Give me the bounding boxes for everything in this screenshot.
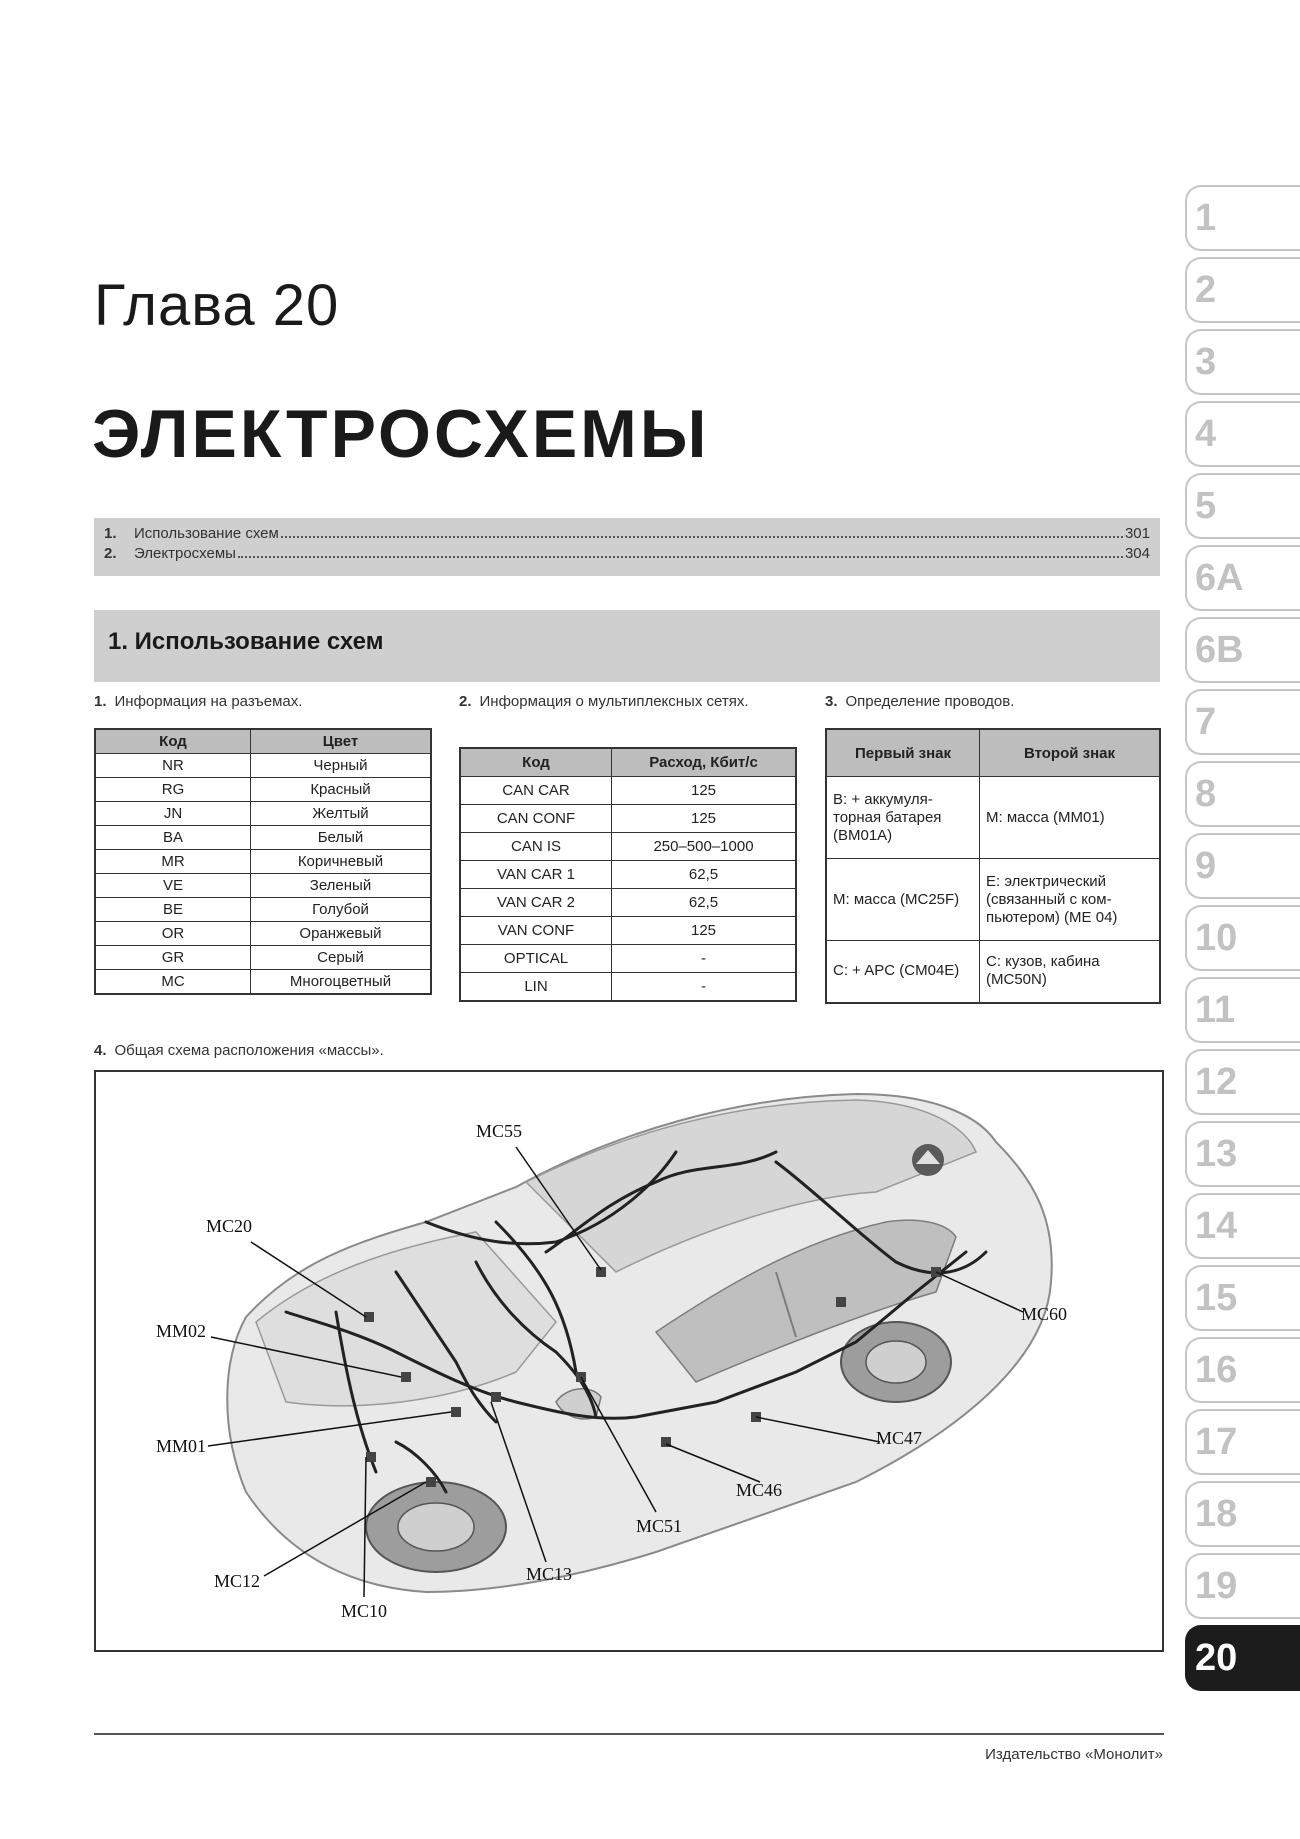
chapter-tab[interactable]	[1185, 1265, 1300, 1331]
tab-label: 6B	[1195, 629, 1244, 671]
toc-num: 2.	[104, 545, 117, 562]
tab-label: 13	[1195, 1133, 1238, 1175]
rate-cell: 125	[612, 805, 797, 833]
tab-label: 12	[1195, 1061, 1238, 1103]
caption-number: 4.	[94, 1042, 107, 1059]
callout-MC12: MC12	[214, 1571, 261, 1591]
tab-label: 18	[1195, 1493, 1238, 1535]
tab-label: 15	[1195, 1277, 1238, 1319]
front-wheel-hub	[398, 1503, 474, 1551]
table-row	[460, 973, 796, 1002]
color-cell: Черный	[251, 754, 432, 778]
column-header: Первый знак	[826, 729, 980, 777]
table-row	[460, 861, 796, 889]
chapter-tab[interactable]	[1185, 1193, 1300, 1259]
section-title: 1. Использование схем	[108, 628, 384, 655]
tab-label: 8	[1195, 773, 1217, 815]
first-char-cell: M: масса (MC25F)	[826, 859, 980, 941]
code-cell: OR	[95, 922, 251, 946]
table-row	[95, 874, 431, 898]
tab-label: 10	[1195, 917, 1238, 959]
color-cell: Оранжевый	[251, 922, 432, 946]
code-cell: MC	[95, 970, 251, 995]
table-row	[95, 826, 431, 850]
column-header: Второй знак	[980, 729, 1161, 777]
code-cell: VAN CONF	[460, 917, 612, 945]
chapter-tab[interactable]	[1185, 1121, 1300, 1187]
second-char-cell: E: электрический (связанный с ком-пьютером) (ME 04)	[980, 859, 1161, 941]
caption-number: 2.	[459, 693, 472, 710]
toc-num: 1.	[104, 525, 117, 542]
table-row	[460, 945, 796, 973]
color-cell: Белый	[251, 826, 432, 850]
table-row	[95, 802, 431, 826]
caption-text: Определение проводов.	[845, 693, 1015, 710]
table-row	[826, 777, 1160, 859]
chapter-tab[interactable]	[1185, 1553, 1300, 1619]
toc-page: 304	[1124, 545, 1150, 562]
tab-label: 4	[1195, 413, 1217, 455]
color-cell: Зеленый	[251, 874, 432, 898]
rear-wheel-hub	[866, 1341, 926, 1383]
chapter-tab[interactable]	[1185, 545, 1300, 611]
callout-MC55: MC55	[476, 1121, 523, 1141]
table-of-contents	[94, 518, 1160, 576]
code-cell: NR	[95, 754, 251, 778]
publisher-name: Издательство «Монолит»	[985, 1746, 1163, 1763]
table-row	[95, 946, 431, 970]
table-row	[826, 941, 1160, 1003]
table-row	[460, 889, 796, 917]
ground-location-diagram	[94, 1070, 1164, 1652]
toc-leader	[238, 556, 1123, 558]
rate-cell: -	[612, 945, 797, 973]
code-cell: BE	[95, 898, 251, 922]
callout-MC51: MC51	[636, 1516, 683, 1536]
chapter-tab[interactable]	[1185, 1481, 1300, 1547]
toc-title: Электросхемы	[134, 545, 236, 562]
table-row	[460, 833, 796, 861]
callout-MC13: MC13	[526, 1564, 573, 1584]
tab-label: 2	[1195, 269, 1217, 311]
chapter-tab[interactable]	[1185, 473, 1300, 539]
column-header: Расход, Кбит/с	[612, 748, 797, 777]
chapter-tab[interactable]	[1185, 1409, 1300, 1475]
wire-definition-table	[825, 728, 1161, 1004]
car-wiring-illustration	[96, 1072, 1162, 1650]
caption-number: 1.	[94, 693, 107, 710]
table-row	[95, 778, 431, 802]
tab-label: 1	[1195, 197, 1217, 239]
code-cell: CAN IS	[460, 833, 612, 861]
chapter-label: Глава 20	[94, 273, 340, 338]
rate-cell: 125	[612, 777, 797, 805]
chapter-tab[interactable]	[1185, 1337, 1300, 1403]
callout-MC10: MC10	[341, 1601, 388, 1621]
tab-label: 3	[1195, 341, 1217, 383]
footer-divider	[94, 1733, 1164, 1735]
code-cell: LIN	[460, 973, 612, 1002]
chapter-tab[interactable]	[1185, 977, 1300, 1043]
column-header: Цвет	[251, 729, 432, 754]
caption-ground-scheme	[94, 1041, 794, 1060]
column-header: Код	[95, 729, 251, 754]
callout-MC60: MC60	[1021, 1304, 1068, 1324]
tab-label: 17	[1195, 1421, 1238, 1463]
toc-leader	[281, 536, 1123, 538]
network-rate-table	[459, 747, 797, 1002]
toc-entry[interactable]	[104, 542, 1150, 562]
rate-cell: 62,5	[612, 861, 797, 889]
tab-label: 20	[1195, 1637, 1238, 1679]
table-row	[460, 805, 796, 833]
chapter-tab[interactable]	[1185, 905, 1300, 971]
code-cell: RG	[95, 778, 251, 802]
callout-MC20: MC20	[206, 1216, 253, 1236]
chapter-tab[interactable]	[1185, 329, 1300, 395]
tab-label: 11	[1195, 989, 1236, 1031]
toc-entry[interactable]	[104, 522, 1150, 542]
code-cell: MR	[95, 850, 251, 874]
rate-cell: 250–500–1000	[612, 833, 797, 861]
tab-label: 7	[1195, 701, 1217, 743]
table-row	[95, 898, 431, 922]
caption-text: Информация на разъемах.	[114, 693, 303, 710]
color-cell: Голубой	[251, 898, 432, 922]
tab-label: 14	[1195, 1205, 1238, 1247]
code-cell: VAN CAR 2	[460, 889, 612, 917]
table-row	[95, 850, 431, 874]
chapter-tab[interactable]	[1185, 185, 1300, 251]
rate-cell: -	[612, 973, 797, 1002]
connector-color-table	[94, 728, 432, 995]
table-row	[460, 777, 796, 805]
first-char-cell: B: + аккумуля-торная батарея (BM01A)	[826, 777, 980, 859]
table-row	[95, 754, 431, 778]
code-cell: CAN CONF	[460, 805, 612, 833]
column-header: Код	[460, 748, 612, 777]
chapter-tab[interactable]	[1185, 617, 1300, 683]
code-cell: VE	[95, 874, 251, 898]
first-char-cell: C: + APC (CM04E)	[826, 941, 980, 1003]
callout-MC46: MC46	[736, 1480, 783, 1500]
tab-label: 19	[1195, 1565, 1238, 1607]
toc-page: 301	[1124, 525, 1150, 542]
tab-label: 6A	[1195, 557, 1244, 599]
code-cell: BA	[95, 826, 251, 850]
caption-number: 3.	[825, 693, 838, 710]
rate-cell: 62,5	[612, 889, 797, 917]
code-cell: JN	[95, 802, 251, 826]
second-char-cell: M: масса (MM01)	[980, 777, 1161, 859]
chapter-tab[interactable]	[1185, 689, 1300, 755]
color-cell: Красный	[251, 778, 432, 802]
rate-cell: 125	[612, 917, 797, 945]
tab-label: 9	[1195, 845, 1217, 887]
caption-networks	[459, 692, 799, 711]
caption-wires	[825, 692, 1165, 711]
callout-MM02: MM02	[156, 1321, 207, 1341]
color-cell: Многоцветный	[251, 970, 432, 995]
tab-label: 5	[1195, 485, 1217, 527]
chapter-tab[interactable]	[1185, 1049, 1300, 1115]
callout-MC47: MC47	[876, 1428, 923, 1448]
chapter-tab-active[interactable]	[1185, 1625, 1300, 1691]
table-row	[826, 859, 1160, 941]
code-cell: OPTICAL	[460, 945, 612, 973]
toc-title: Использование схем	[134, 525, 279, 542]
code-cell: GR	[95, 946, 251, 970]
chapter-tab[interactable]	[1185, 401, 1300, 467]
color-cell: Коричневый	[251, 850, 432, 874]
table-row	[95, 970, 431, 995]
chapter-tab[interactable]	[1185, 761, 1300, 827]
tab-label: 16	[1195, 1349, 1238, 1391]
table-row	[460, 917, 796, 945]
section-header	[94, 610, 1160, 682]
code-cell: CAN CAR	[460, 777, 612, 805]
chapter-tab[interactable]	[1185, 833, 1300, 899]
color-cell: Желтый	[251, 802, 432, 826]
chapter-tab[interactable]	[1185, 257, 1300, 323]
callout-MM01: MM01	[156, 1436, 207, 1456]
caption-text: Информация о мультиплексных сетях.	[479, 693, 749, 710]
code-cell: VAN CAR 1	[460, 861, 612, 889]
second-char-cell: C: кузов, кабина (MC50N)	[980, 941, 1161, 1003]
caption-connectors	[94, 692, 434, 711]
color-cell: Серый	[251, 946, 432, 970]
chapter-title: ЭЛЕКТРОСХЕМЫ	[92, 396, 710, 472]
table-row	[95, 922, 431, 946]
caption-text: Общая схема расположения «массы».	[114, 1042, 384, 1059]
